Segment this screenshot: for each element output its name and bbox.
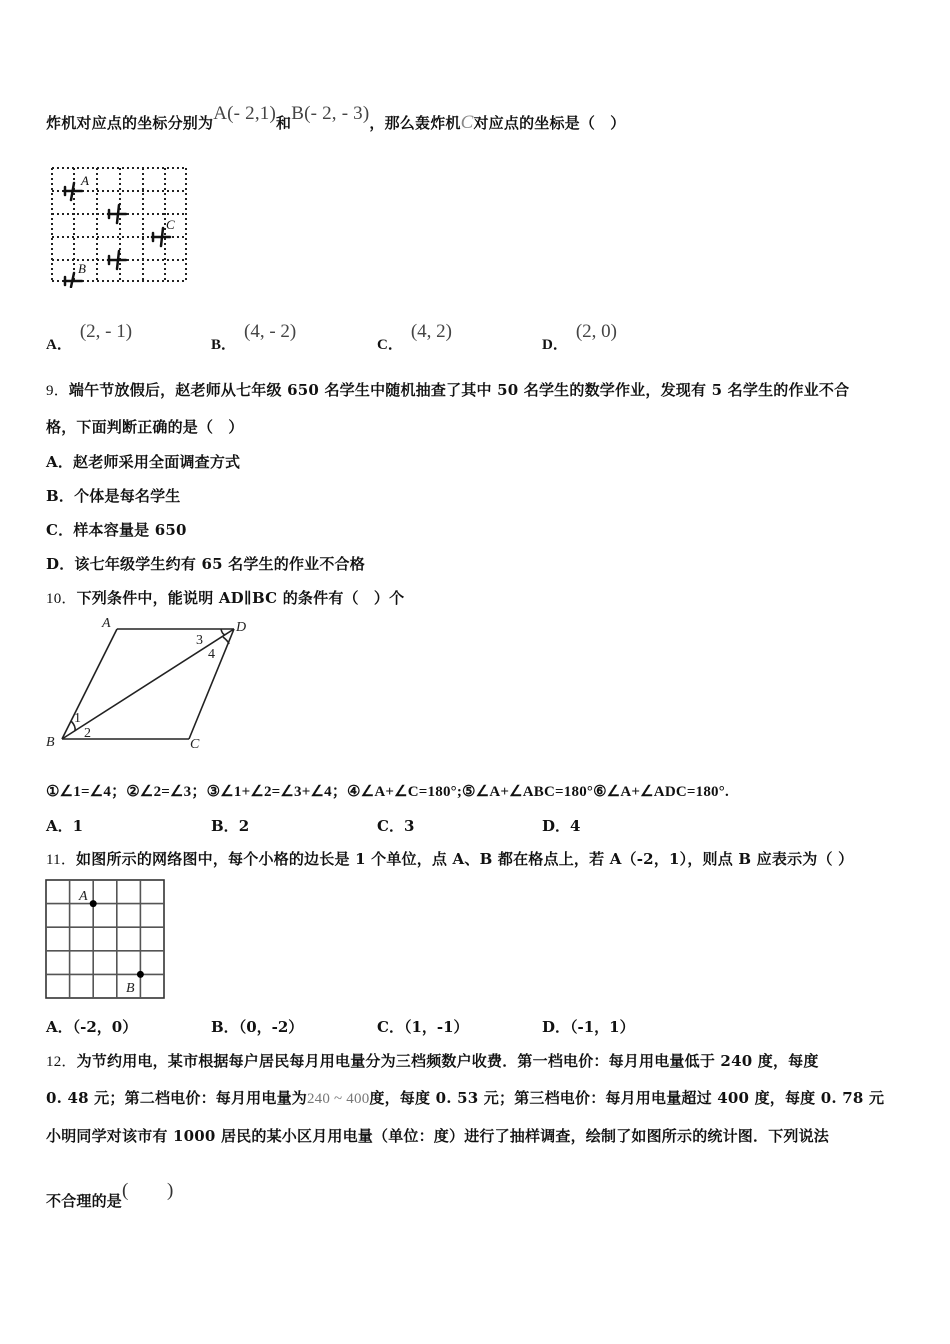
- label-a: A: [81, 173, 89, 188]
- q9-option-d[interactable]: D．该七年级学生约有 65 名学生的作业不合格: [46, 555, 365, 573]
- q12-stem-line2: 0. 48 元；第二档电价：每月用电量为240 ~ 400度，每度 0. 53 元；第三档电价：每月用电量超过 400 度，每度 0. 78 元: [46, 1089, 885, 1107]
- q10-option-c[interactable]: C．3: [377, 817, 415, 835]
- q12-stem-line3: 小明同学对该市有 1000 居民的某小区月用电量（单位：度）进行了抽样调查，绘制了如图所示的统计图．下列说法: [46, 1127, 829, 1145]
- q10-option-b[interactable]: B．2: [211, 817, 250, 835]
- dotted-grid: [48, 163, 190, 288]
- answer-parentheses: ( ): [122, 1180, 174, 1201]
- q8-airplane-grid-figure: [48, 163, 190, 288]
- q10-option-d[interactable]: D．4: [542, 817, 581, 835]
- q11-number: 11．: [46, 852, 77, 868]
- q8-text-pre: 炸机对应点的坐标分别为: [46, 114, 214, 132]
- q8-point-b: B(- 2, - 3): [291, 103, 370, 124]
- square-grid: [45, 879, 167, 1001]
- q12-stem-line1: 12．为节约用电，某市根据每户居民每月用电量分为三档频数户收费．第一档电价：每月用电量低于 240 度，每度: [46, 1052, 819, 1070]
- q8-stem: [46, 103, 626, 134]
- q11-option-a[interactable]: A．（-2，0）: [46, 1018, 138, 1036]
- label-b: B: [78, 261, 86, 276]
- q8-option-d[interactable]: D．(2, 0): [542, 321, 617, 353]
- q11-option-b[interactable]: B．（0，-2）: [211, 1018, 304, 1036]
- q11-stem: 11．如图所示的网络图中，每个小格的边长是 1 个单位，点 A、B 都在格点上，若 A（-2，1），则点 B 应表示为（ ）: [46, 850, 854, 868]
- label-b: B: [126, 981, 135, 996]
- vertex-d: D: [236, 620, 247, 635]
- vertex-a: A: [102, 616, 111, 631]
- point-a: [90, 900, 97, 907]
- airplane-icon: [108, 251, 126, 269]
- q9-stem-line1: 9．端午节放假后，赵老师从七年级 650 名学生中随机抽查了其中 50 名学生的数学作业，发现有 5 名学生的作业不合: [46, 381, 850, 399]
- q8-point-a: A(- 2,1): [213, 103, 277, 124]
- q10-number: 10．: [46, 591, 77, 607]
- q11-option-c[interactable]: C．（1，-1）: [377, 1018, 469, 1036]
- q12-stem-line4: 不合理的是( ): [46, 1180, 174, 1210]
- q8-text-post: ，那么轰炸机: [369, 114, 461, 132]
- q11-grid-figure: [45, 879, 167, 1001]
- vertex-b: B: [46, 735, 55, 750]
- q8-option-c[interactable]: C．(4, 2): [377, 321, 452, 353]
- angle-3: 3: [196, 633, 203, 648]
- q8-option-b[interactable]: B．(4, - 2): [211, 321, 297, 353]
- q9-number: 9．: [46, 383, 69, 399]
- q10-option-a[interactable]: A．1: [46, 817, 84, 835]
- angle-1: 1: [74, 711, 81, 726]
- q12-number: 12．: [46, 1054, 77, 1070]
- q9-option-a[interactable]: A．赵老师采用全面调查方式: [46, 453, 241, 471]
- q10-stem: 10．下列条件中，能说明 AD∥BC 的条件有（ ）个: [46, 589, 405, 607]
- airplane-icon: [108, 205, 126, 223]
- q11-option-d[interactable]: D．（-1，1）: [542, 1018, 635, 1036]
- q10-parallelogram-figure: [44, 614, 254, 754]
- point-b: [137, 971, 144, 978]
- vertex-c: C: [190, 737, 200, 752]
- angle-4: 4: [208, 647, 215, 662]
- q8-option-a[interactable]: A．(2, - 1): [46, 321, 133, 353]
- q8-text-end: 对应点的坐标是（ ）: [473, 114, 626, 132]
- q9-option-c[interactable]: C．样本容量是 650: [46, 521, 187, 539]
- q8-point-c: C: [460, 112, 474, 133]
- q9-stem-line2: 格，下面判断正确的是（ ）: [46, 418, 244, 436]
- label-c: C: [166, 217, 175, 232]
- q9-option-b[interactable]: B．个体是每名学生: [46, 487, 181, 505]
- label-a: A: [79, 889, 88, 904]
- q8-conj: 和: [276, 114, 292, 132]
- angle-2: 2: [84, 726, 91, 741]
- parallelogram-diagram: [44, 614, 254, 754]
- q12-range: 240 ~ 400: [306, 1091, 370, 1107]
- airplane-icon: [64, 183, 82, 200]
- q10-conditions: ①∠1=∠4；②∠2=∠3；③∠1+∠2=∠3+∠4；④∠A+∠C=180°;⑤∠A+∠ABC=180°⑥∠A+∠ADC=180°.: [46, 784, 729, 800]
